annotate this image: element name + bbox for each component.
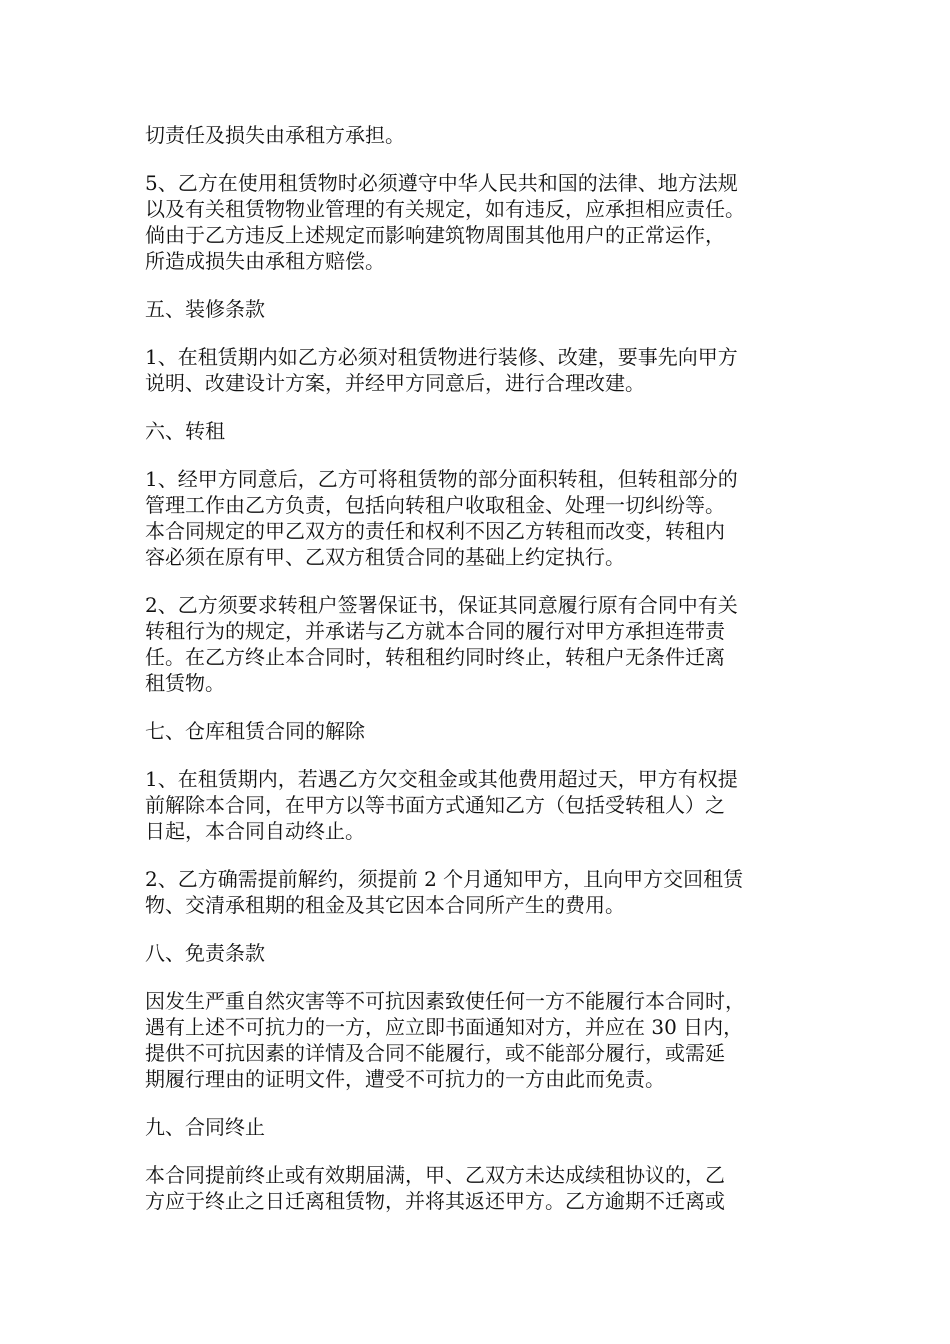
paragraph-clause-6-1: 1、经甲方同意后，乙方可将租赁物的部分面积转租，但转租部分的 管理工作由乙方负责，包括向转租户收取租金、处理一切纠纷等。 本合同规定的甲乙双方的责任和权利不因乙方转租而改变，转租内 容必须在原有甲、乙双方租赁合同的基础上约定执行。 [145,467,738,569]
document-body [145,122,810,1236]
paragraph-clause-4-5: 5、乙方在使用租赁物时必须遵守中华人民共和国的法律、地方法规 以及有关租赁物物业管理的有关规定，如有违反，应承担相应责任。 倘由于乙方违反上述规定而影响建筑物周围其他用户的正常运作， 所造成损失由承租方赔偿。 [145,171,745,273]
section-heading-sublease: 六、转租 [145,419,225,443]
paragraph-liability-continued: 切责任及损失由承租方承担。 [145,123,405,147]
paragraph-clause-5-1: 1、在租赁期内如乙方必须对租赁物进行装修、改建，要事先向甲方 说明、改建设计方案，并经甲方同意后，进行合理改建。 [145,345,738,395]
section-heading-exemption: 八、免责条款 [145,941,265,965]
paragraph-clause-7-2: 2、乙方确需提前解约，须提前 2 个月通知甲方，且向甲方交回租赁 物、交清承租期的租金及其它因本合同所产生的费用。 [145,867,744,917]
section-heading-termination-of-contract: 七、仓库租赁合同的解除 [145,719,365,743]
section-heading-renovation: 五、装修条款 [145,297,265,321]
paragraph-clause-8: 因发生严重自然灾害等不可抗因素致使任何一方不能履行本合同时， 遇有上述不可抗力的一方，应立即书面通知对方，并应在 30 日内， 提供不可抗因素的详情及合同不能履行，或不能部分履行，或需延 期履行理由的证明文件，遭受不可抗力的一方由此而免责。 [145,989,745,1091]
paragraph-clause-7-1: 1、在租赁期内，若遇乙方欠交租金或其他费用超过天，甲方有权提 前解除本合同，在甲方以等书面方式通知乙方（包括受转租人）之 日起，本合同自动终止。 [145,767,738,843]
section-heading-contract-end: 九、合同终止 [145,1115,265,1139]
paragraph-clause-9: 本合同提前终止或有效期届满，甲、乙双方未达成续租协议的，乙 方应于终止之日迁离租赁物，并将其返还甲方。乙方逾期不迁离或 [145,1163,725,1213]
paragraph-clause-6-2: 2、乙方须要求转租户签署保证书，保证其同意履行原有合同中有关 转租行为的规定，并承诺与乙方就本合同的履行对甲方承担连带责 任。在乙方终止本合同时，转租租约同时终止，转租户无条件迁离 租赁物。 [145,593,738,695]
